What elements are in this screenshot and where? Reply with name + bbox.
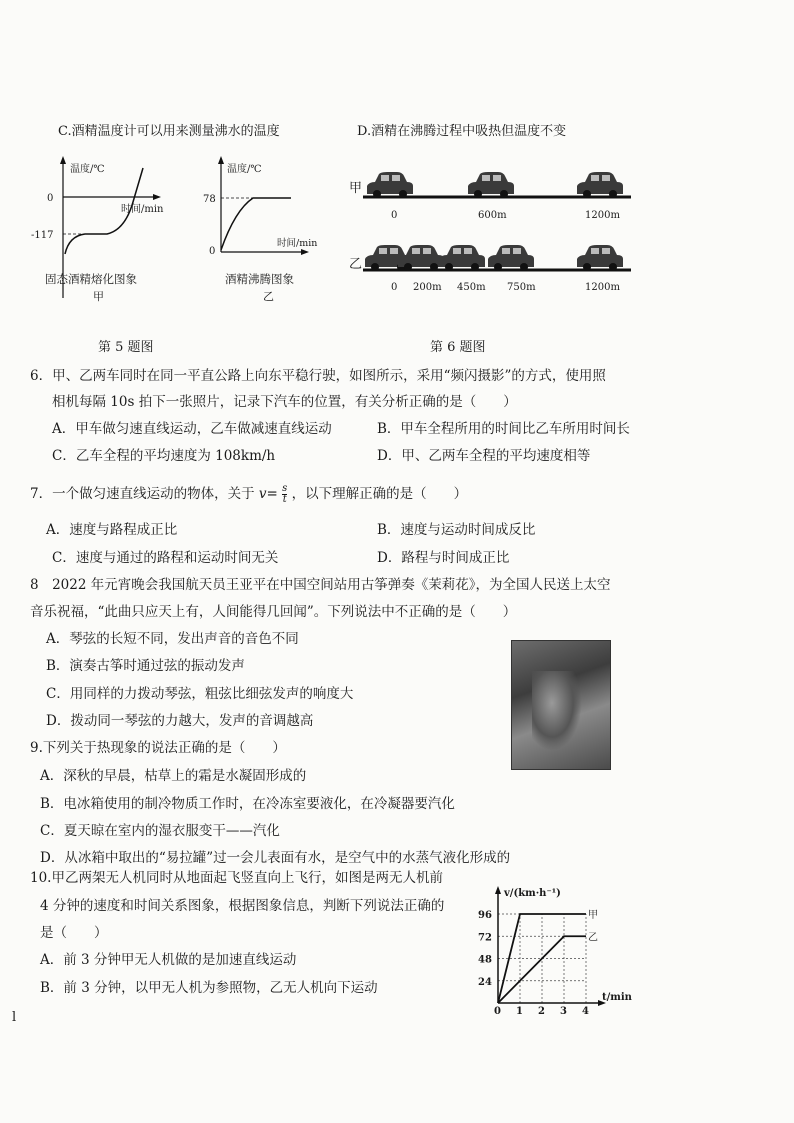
- margin-mark: l: [12, 1010, 17, 1025]
- y-tick-48: 48: [478, 954, 492, 966]
- row-jia-label: 甲: [349, 181, 363, 196]
- q10-option-b: B．前 3 分钟，以甲无人机为参照物，乙无人机向下运动: [40, 980, 378, 996]
- melting-tick-0: 0: [47, 193, 54, 204]
- yi-mark-450: 450m: [457, 282, 486, 293]
- q5-option-c: C.酒精温度计可以用来测量沸水的温度: [58, 124, 280, 139]
- q7-option-b: B．速度与运动时间成反比: [377, 522, 536, 538]
- melting-xlabel: 时间/min: [121, 204, 164, 215]
- guzheng-photo: [511, 640, 611, 770]
- q6-option-d: D．甲、乙两车全程的平均速度相等: [377, 448, 591, 464]
- boiling-tick-78: 78: [203, 194, 216, 205]
- yi-mark-0: 0: [391, 282, 398, 293]
- q9-option-d: D．从冰箱中取出的“易拉罐”过一会儿表面有水，是空气中的水蒸气液化形成的: [40, 850, 511, 866]
- q7-stem: [30, 482, 467, 505]
- melting-tick-neg117: -117: [31, 230, 54, 241]
- x-tick-2: 2: [538, 1006, 545, 1014]
- q9-option-a: A．深秋的早晨，枯草上的霜是水凝固形成的: [40, 768, 307, 784]
- yi-mark-1200: 1200m: [585, 282, 620, 293]
- q7-stem-pre: 7．一个做匀速直线运动的物体，关于: [30, 486, 255, 502]
- q8-stem-line2: 音乐祝福，“此曲只应天上有，人间能得几回闻”。下列说法中不正确的是（ ）: [30, 604, 517, 620]
- jia-mark-0: 0: [391, 210, 398, 221]
- q7-formula: [259, 484, 287, 505]
- q7-formula-num: s: [282, 483, 288, 494]
- chart-ylabel: v/(km·h⁻¹): [504, 888, 561, 899]
- y-tick-72: 72: [478, 932, 492, 944]
- q6-option-b: B．甲车全程所用的时间比乙车所用时间长: [377, 421, 630, 437]
- y-tick-24: 24: [478, 976, 492, 988]
- row-yi-label: 乙: [349, 257, 363, 272]
- fig5-label: 第 5 题图: [98, 340, 154, 355]
- q7-formula-den: t: [282, 494, 287, 505]
- x-tick-0: 0: [494, 1006, 501, 1014]
- x-tick-4: 4: [582, 1006, 589, 1014]
- yi-mark-200: 200m: [413, 282, 442, 293]
- q7-formula-v: v=: [258, 486, 278, 502]
- q6-option-a: A．甲车做匀速直线运动，乙车做减速直线运动: [52, 421, 332, 437]
- melting-caption: 固态酒精熔化图象: [45, 272, 137, 286]
- q9-option-c: C．夏天晾在室内的湿衣服变干——汽化: [40, 823, 280, 839]
- melting-ylabel: 温度/℃: [70, 164, 105, 175]
- q10-stem-line1: 10.甲乙两架无人机同时从地面起飞竖直向上飞行，如图是两无人机前: [30, 870, 443, 886]
- q9-stem: 9.下列关于热现象的说法正确的是（ ）: [30, 740, 286, 756]
- series-label-yi: 乙: [588, 932, 598, 944]
- q6-option-c: C．乙车全程的平均速度为 108km/h: [52, 448, 276, 464]
- q10-stem-line3: 是（ ）: [40, 925, 108, 941]
- yi-mark-750: 750m: [507, 282, 536, 293]
- q8-option-b: B．演奏古筝时通过弦的振动发声: [46, 658, 245, 674]
- x-tick-1: 1: [516, 1006, 523, 1014]
- q7-stem-post: ，以下理解正确的是（ ）: [291, 486, 468, 502]
- melting-graph: [25, 150, 200, 310]
- car-strobe-figure: [345, 160, 635, 300]
- q8-option-d: D．拨动同一琴弦的力越大，发声的音调越高: [46, 713, 314, 729]
- q7-option-d: D．路程与时间成正比: [377, 550, 510, 566]
- q7-option-a: A．速度与路程成正比: [46, 522, 178, 538]
- boiling-tick-0: 0: [209, 246, 216, 257]
- boiling-sub: 乙: [263, 290, 274, 303]
- y-tick-96: 96: [478, 910, 492, 921]
- melting-sub: 甲: [93, 290, 104, 303]
- q10-stem-line2: 4 分钟的速度和时间关系图象，根据图象信息，判断下列说法正确的: [40, 898, 445, 914]
- boiling-graph: [195, 150, 335, 310]
- q8-option-a: A．琴弦的长短不同，发出声音的音色不同: [46, 631, 299, 647]
- q7-option-c: C．速度与通过的路程和运动时间无关: [52, 550, 279, 566]
- q8-stem-line1: 8 2022 年元宵晚会我国航天员王亚平在中国空间站用古筝弹奏《茉莉花》，为全国人民送上太空: [30, 577, 611, 593]
- q6-stem-line2: 相机每隔 10s 拍下一张照片，记录下汽车的位置，有关分析正确的是（ ）: [52, 394, 517, 410]
- q5-option-d: D.酒精在沸腾过程中吸热但温度不变: [357, 124, 567, 139]
- boiling-caption: 酒精沸腾图象: [225, 272, 294, 286]
- velocity-time-chart: [468, 884, 634, 1014]
- jia-mark-1200: 1200m: [585, 210, 620, 221]
- chart-xlabel: t/min: [602, 992, 632, 1003]
- q6-stem-line1: 6．甲、乙两车同时在同一平直公路上向东平稳行驶，如图所示，采用“频闪摄影”的方式，使用照: [30, 368, 606, 384]
- x-tick-3: 3: [560, 1006, 567, 1014]
- fig6-label: 第 6 题图: [430, 340, 486, 355]
- series-label-jia: 甲: [588, 910, 598, 921]
- q8-option-c: C．用同样的力拨动琴弦，粗弦比细弦发声的响度大: [46, 686, 354, 702]
- jia-mark-600: 600m: [478, 210, 507, 221]
- boiling-ylabel: 温度/℃: [227, 164, 262, 175]
- q10-option-a: A．前 3 分钟甲无人机做的是加速直线运动: [40, 952, 297, 968]
- q9-option-b: B．电冰箱使用的制冷物质工作时，在冷冻室要液化，在冷凝器要汽化: [40, 796, 455, 812]
- boiling-xlabel: 时间/min: [277, 238, 318, 249]
